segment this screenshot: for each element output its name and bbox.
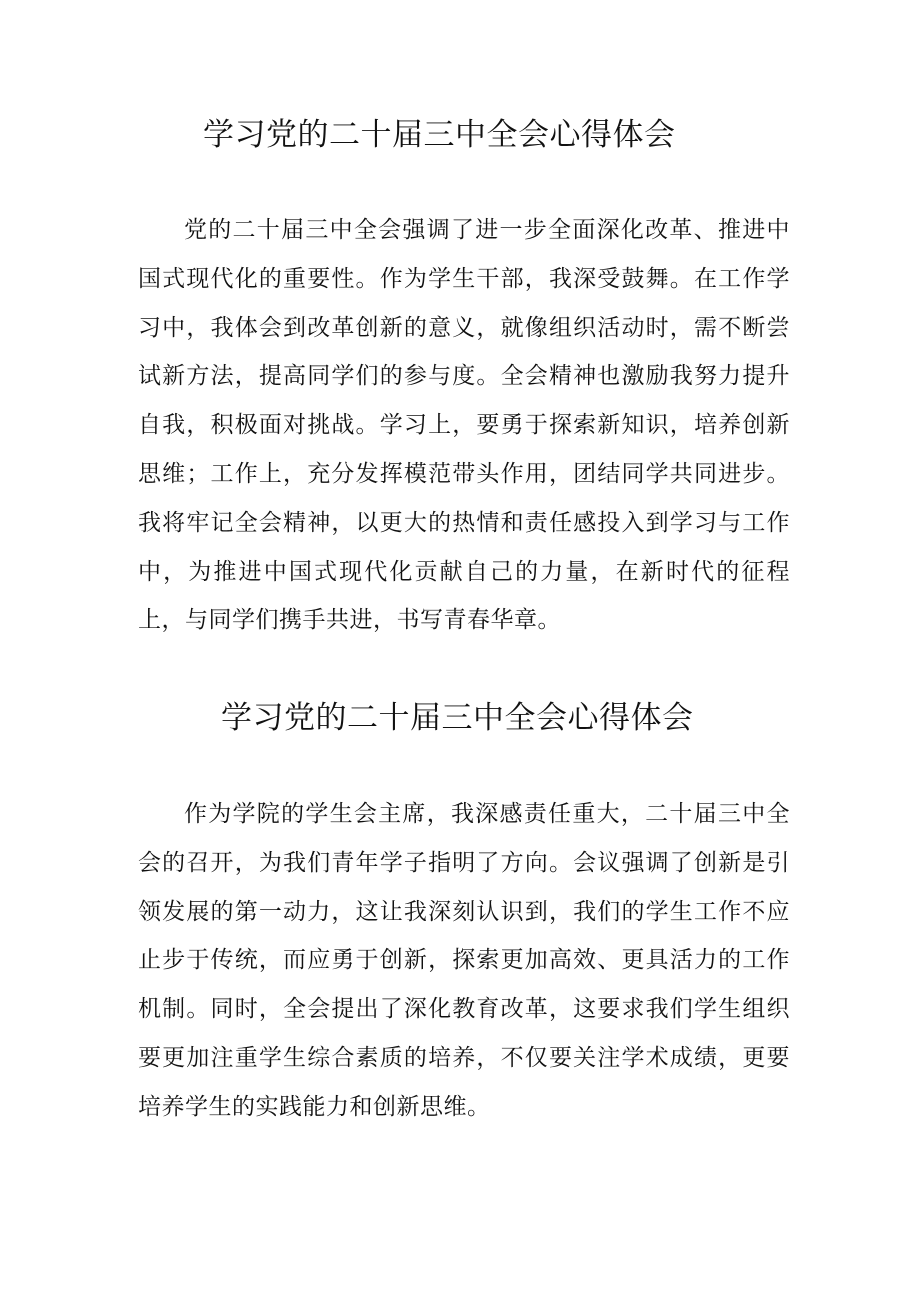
section-title-2: 学习党的二十届三中全会心得体会: [221, 700, 694, 736]
section-paragraph-1: 党的二十届三中全会强调了进一步全面深化改革、推进中国式现代化的重要性。作为学生干部，我深受鼓舞。在工作学习中，我体会到改革创新的意义，就像组织活动时，需不断尝试新方法，提高同学们的参与度。全会精神也激励我努力提升自我，积极面对挑战。学习上，要勇于探索新知识，培养创新思维；工作上，充分发挥模范带头作用，团结同学共同进步。我将牢记全会精神，以更大的热情和责任感投入到学习与工作中，为推进中国式现代化贡献自己的力量，在新时代的征程上，与同学们携手共进，书写青春华章。: [138, 217, 790, 634]
section-title-1: 学习党的二十届三中全会心得体会: [203, 117, 676, 153]
section-paragraph-2: 作为学院的学生会主席，我深感责任重大，二十届三中全会的召开，为我们青年学子指明了方向。会议强调了创新是引领发展的第一动力，这让我深刻认识到，我们的学生工作不应止步于传统，而应勇于创新，探索更加高效、更具活力的工作机制。同时，全会提出了深化教育改革，这要求我们学生组织要更加注重学生综合素质的培养，不仅要关注学术成绩，更要培养学生的实践能力和创新思维。: [138, 801, 790, 1120]
